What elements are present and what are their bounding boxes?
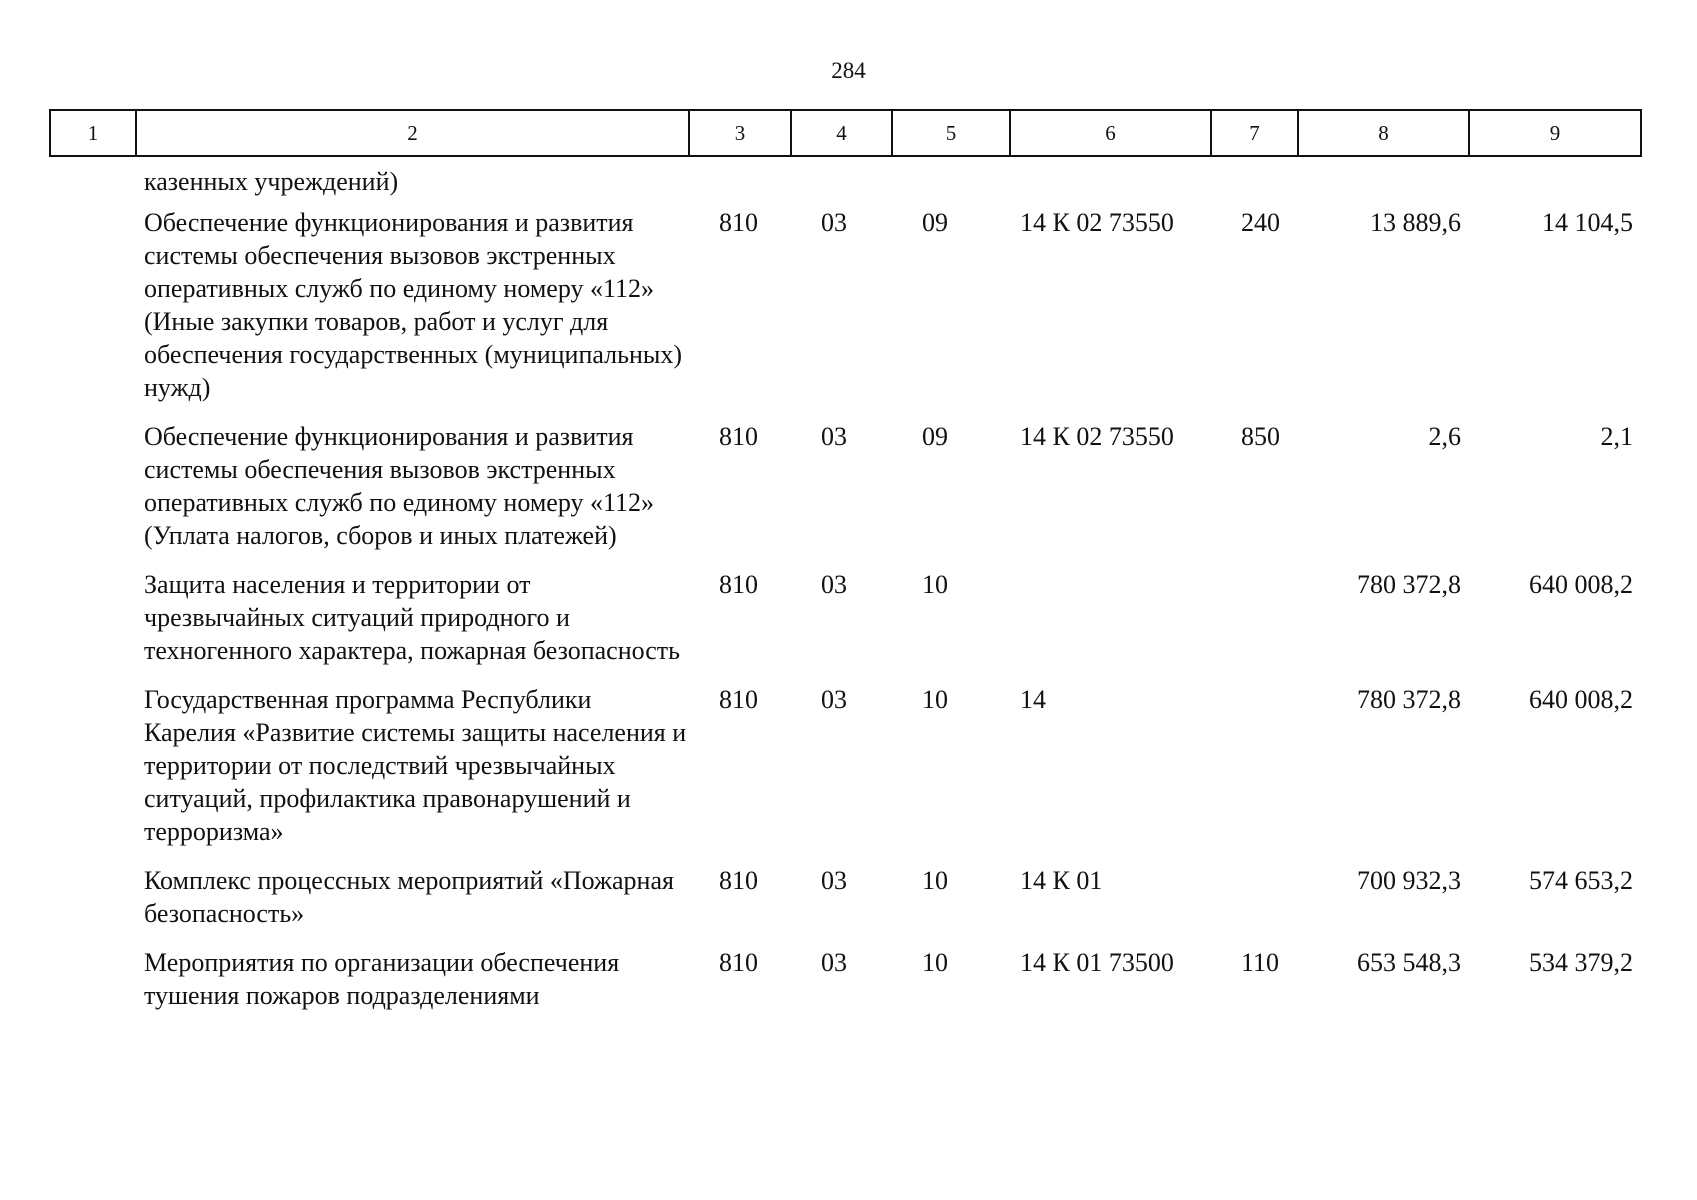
cell-amount-2: 534 379,2 [1529,948,1633,977]
cell-expense-type: 240 [1241,208,1280,237]
cell-amount-1: 780 372,8 [1357,685,1461,714]
cell-section-code: 03 [821,866,847,895]
column-header: 6 [1010,110,1211,156]
column-header: 9 [1469,110,1641,156]
table-row [50,156,1641,206]
column-header: 8 [1298,110,1469,156]
cell-target-article: 14 К 02 73550 [1020,422,1174,451]
cell-expense-type [1211,156,1298,206]
cell-target-article: 14 [1020,685,1046,714]
cell-target-article: 14 К 02 73550 [1020,208,1174,237]
cell-ministry-code: 810 [719,866,758,895]
cell-expense-type [1211,864,1298,946]
cell-subsection-code: 09 [922,422,948,451]
column-header: 4 [791,110,892,156]
cell-ministry-code: 810 [719,570,758,599]
column-number-header [50,110,1641,156]
cell-subsection-code: 10 [922,685,948,714]
cell-expense-type [1211,683,1298,864]
cell-amount-2: 2,1 [1600,422,1633,451]
cell-target-article [1010,156,1211,206]
cell-amount-1: 2,6 [1428,422,1461,451]
row-description: казенных учреждений) [144,167,399,196]
cell-expense-type [1211,568,1298,683]
column-header: 2 [136,110,689,156]
cell-amount-2: 640 008,2 [1529,570,1633,599]
row-description: Комплекс процессных мероприятий «Пожарная безопасность» [144,866,674,928]
cell-section-code: 03 [821,208,847,237]
cell-expense-type: 850 [1241,422,1280,451]
row-description: Государственная программа Республики Карелия «Развитие системы защиты населения и территории от последствий чрезвычайных ситуаций, профилактика правонарушений и терроризма» [144,685,687,846]
cell-amount-1: 13 889,6 [1370,208,1461,237]
row-description: Обеспечение функционирования и развития системы обеспечения вызовов экстренных оперативных служб по единому номеру «112» (Иные закупки товаров, работ и услуг для обеспечения государственных (муниципальных) нужд) [144,208,683,402]
cell-amount-1 [1298,156,1469,206]
cell-section-code: 03 [821,422,847,451]
row-description: Защита населения и территории от чрезвычайных ситуаций природного и техногенного характера, пожарная безопасность [144,570,681,665]
cell-target-article: 14 К 01 73500 [1020,948,1174,977]
cell-ministry-code: 810 [719,208,758,237]
cell-amount-2 [1469,156,1641,206]
cell-section-code [791,156,892,206]
cell-amount-1: 700 932,3 [1357,866,1461,895]
column-header: 7 [1211,110,1298,156]
column-header: 5 [892,110,1010,156]
cell-subsection-code: 09 [922,208,948,237]
table-row [50,568,1641,683]
cell-amount-2: 14 104,5 [1542,208,1633,237]
cell-subsection-code: 10 [922,866,948,895]
row-description: Мероприятия по организации обеспечения тушения пожаров подразделениями [144,948,620,1010]
page-number: 284 [831,58,866,83]
cell-ministry-code: 810 [719,422,758,451]
cell-target-article [1010,568,1211,683]
table-row [50,420,1641,568]
cell-subsection-code: 10 [922,570,948,599]
table-row [50,946,1641,1028]
cell-subsection-code: 10 [922,948,948,977]
cell-expense-type: 110 [1241,948,1280,977]
table-row [50,206,1641,420]
cell-amount-1: 653 548,3 [1357,948,1461,977]
cell-subsection-code [892,156,1010,206]
cell-ministry-code: 810 [719,685,758,714]
cell-amount-2: 640 008,2 [1529,685,1633,714]
cell-ministry-code [689,156,791,206]
cell-target-article: 14 К 01 [1020,866,1103,895]
cell-section-code: 03 [821,685,847,714]
cell-amount-2: 574 653,2 [1529,866,1633,895]
column-header: 1 [50,110,136,156]
budget-table [49,109,1642,1028]
table-row [50,864,1641,946]
cell-section-code: 03 [821,948,847,977]
cell-amount-1: 780 372,8 [1357,570,1461,599]
row-description: Обеспечение функционирования и развития системы обеспечения вызовов экстренных оперативных служб по единому номеру «112» (Уплата налогов, сборов и иных платежей) [144,422,655,550]
cell-section-code: 03 [821,570,847,599]
table-row [50,683,1641,864]
cell-ministry-code: 810 [719,948,758,977]
column-header: 3 [689,110,791,156]
